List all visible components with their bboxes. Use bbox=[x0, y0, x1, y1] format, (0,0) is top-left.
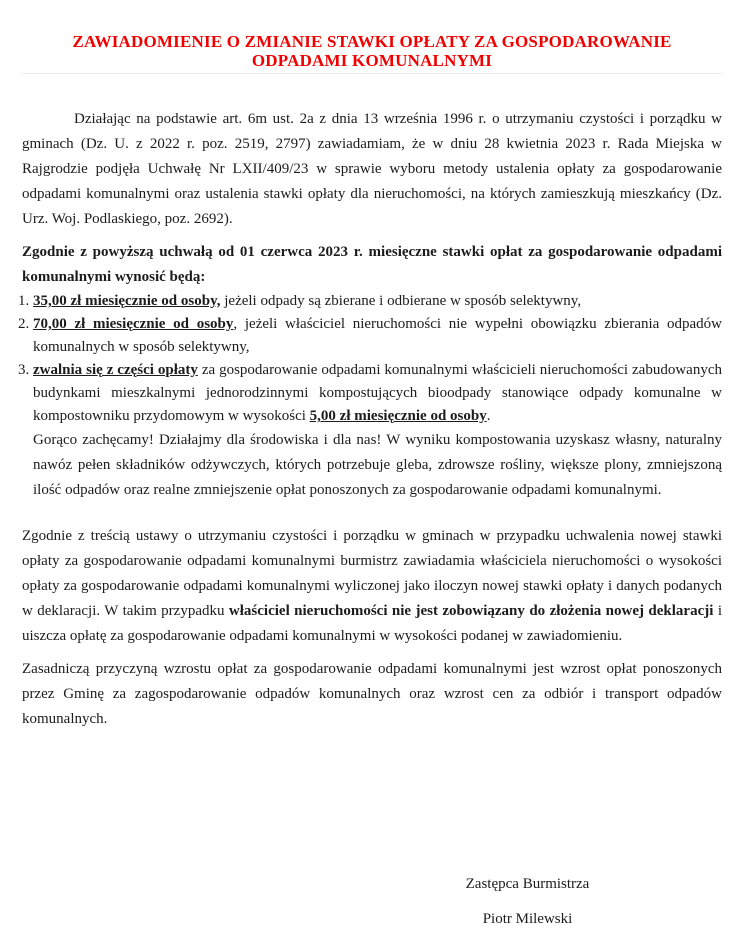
composting-encouragement bbox=[33, 428, 722, 503]
rates-heading bbox=[22, 240, 722, 290]
notice-title-line2: ODPADAMI KOMUNALNYMI bbox=[251, 51, 493, 70]
list-number: 2. bbox=[18, 316, 30, 332]
text-run: za gospodarowanie odpadami komunalnymi właścicieli nieruchomości zabudowanych budynkami mieszkalnymi jednorodzinnymi kompostujących bioodpady stanowiące odpady komunalne w kompostowniku przydomowym w wysokości bbox=[33, 362, 722, 424]
list-number: 3. bbox=[18, 362, 30, 378]
text-run: Zasadniczą przyczyną wzrostu opłat za gospodarowanie odpadami komunalnymi jest wzrost opłat ponoszonych przez Gminę za zagospodarowanie odpadów komunalnych oraz wzrost cen za odbiór i transport odpadów komunalnych. bbox=[22, 661, 722, 727]
text-run: 5,00 zł miesięcznie od osoby bbox=[309, 408, 487, 424]
rate-item-3 bbox=[18, 359, 722, 428]
signature-role: Zastępca Burmistrza bbox=[465, 876, 590, 892]
notice-title bbox=[22, 32, 722, 74]
text-run: i uiszcza opłatę za gospodarowanie odpadami komunalnymi w wysokości podanej w zawiadomieniu. bbox=[22, 603, 722, 644]
document-body bbox=[18, 107, 722, 732]
text-run: Zgodnie z treścią ustawy o utrzymaniu czystości i porządku w gminach w przypadku uchwalenia nowej stawki opłaty za gospodarowanie odpadami komunalnymi burmistrz zawiadamia właściciela nieruchomości o wysokości opłaty za gospodarowanie odpadami komunalnymi wyliczonej jako iloczyn nowej stawki opłaty i danych podanych w deklaracji. W takim przypadku bbox=[22, 528, 722, 619]
text-run: Zgodnie z powyższą uchwałą od 01 czerwca 2023 r. miesięczne stawki opłat za gospodarowanie odpadami komunalnymi wynosić będą: bbox=[22, 244, 722, 285]
text-run: Gorąco zachęcamy! Działajmy dla środowiska i dla nas! W wyniku kompostowania uzyskasz własny, naturalny nawóz pełen składników odżywczych, których potrzebuje gleba, zdrowsze rośliny, większe plony, zmniejszoną ilość odpadów oraz realne zmniejszenie opłat ponoszonych za gospodarowanie odpadami komunalnymi. bbox=[33, 432, 722, 498]
rate-item-2 bbox=[18, 313, 722, 359]
list-number: 1. bbox=[18, 293, 30, 309]
rate-item-1 bbox=[18, 290, 722, 313]
text-run: 70,00 zł miesięcznie od osoby bbox=[33, 316, 234, 332]
signature-name: Piotr Milewski bbox=[482, 911, 573, 927]
no-declaration-paragraph bbox=[22, 524, 722, 649]
text-run: właściciel nieruchomości nie jest zobowiązany do złożenia nowej deklaracji bbox=[228, 603, 714, 619]
notice-title-line1: ZAWIADOMIENIE O ZMIANIE STAWKI OPŁATY ZA GOSPODAROWANIE bbox=[72, 32, 672, 51]
intro-paragraph bbox=[22, 107, 722, 232]
text-run: Działając na podstawie art. 6m ust. 2a z dnia 13 września 1996 r. o utrzymaniu czystości i porządku w gminach (Dz. U. z 2022 r. poz. 2519, 2797) zawiadamiam, że w dniu 28 kwietnia 2023 r. Rada Miejska w Rajgrodzie podjęła Uchwałę Nr LXII/409/23 w sprawie wyboru metody ustalenia opłaty za gospodarowanie odpadami komunalnymi oraz ustalenia stawki opłaty dla nieruchomości, na których zamieszkują mieszkańcy (Dz. Urz. Woj. Podlaskiego, poz. 2692). bbox=[22, 111, 722, 227]
text-run: 35,00 zł miesięcznie od osoby, bbox=[33, 293, 221, 309]
text-run: zwalnia się z części opłaty bbox=[33, 362, 198, 378]
signature-block bbox=[415, 872, 640, 932]
reason-paragraph bbox=[22, 657, 722, 732]
text-run: jeżeli odpady są zbierane i odbierane w sposób selektywny, bbox=[220, 293, 582, 309]
text-run: . bbox=[486, 408, 491, 424]
text-run: , jeżeli właściciel nieruchomości nie wypełni obowiązku zbierania odpadów komunalnych w sposób selektywny, bbox=[33, 316, 722, 355]
